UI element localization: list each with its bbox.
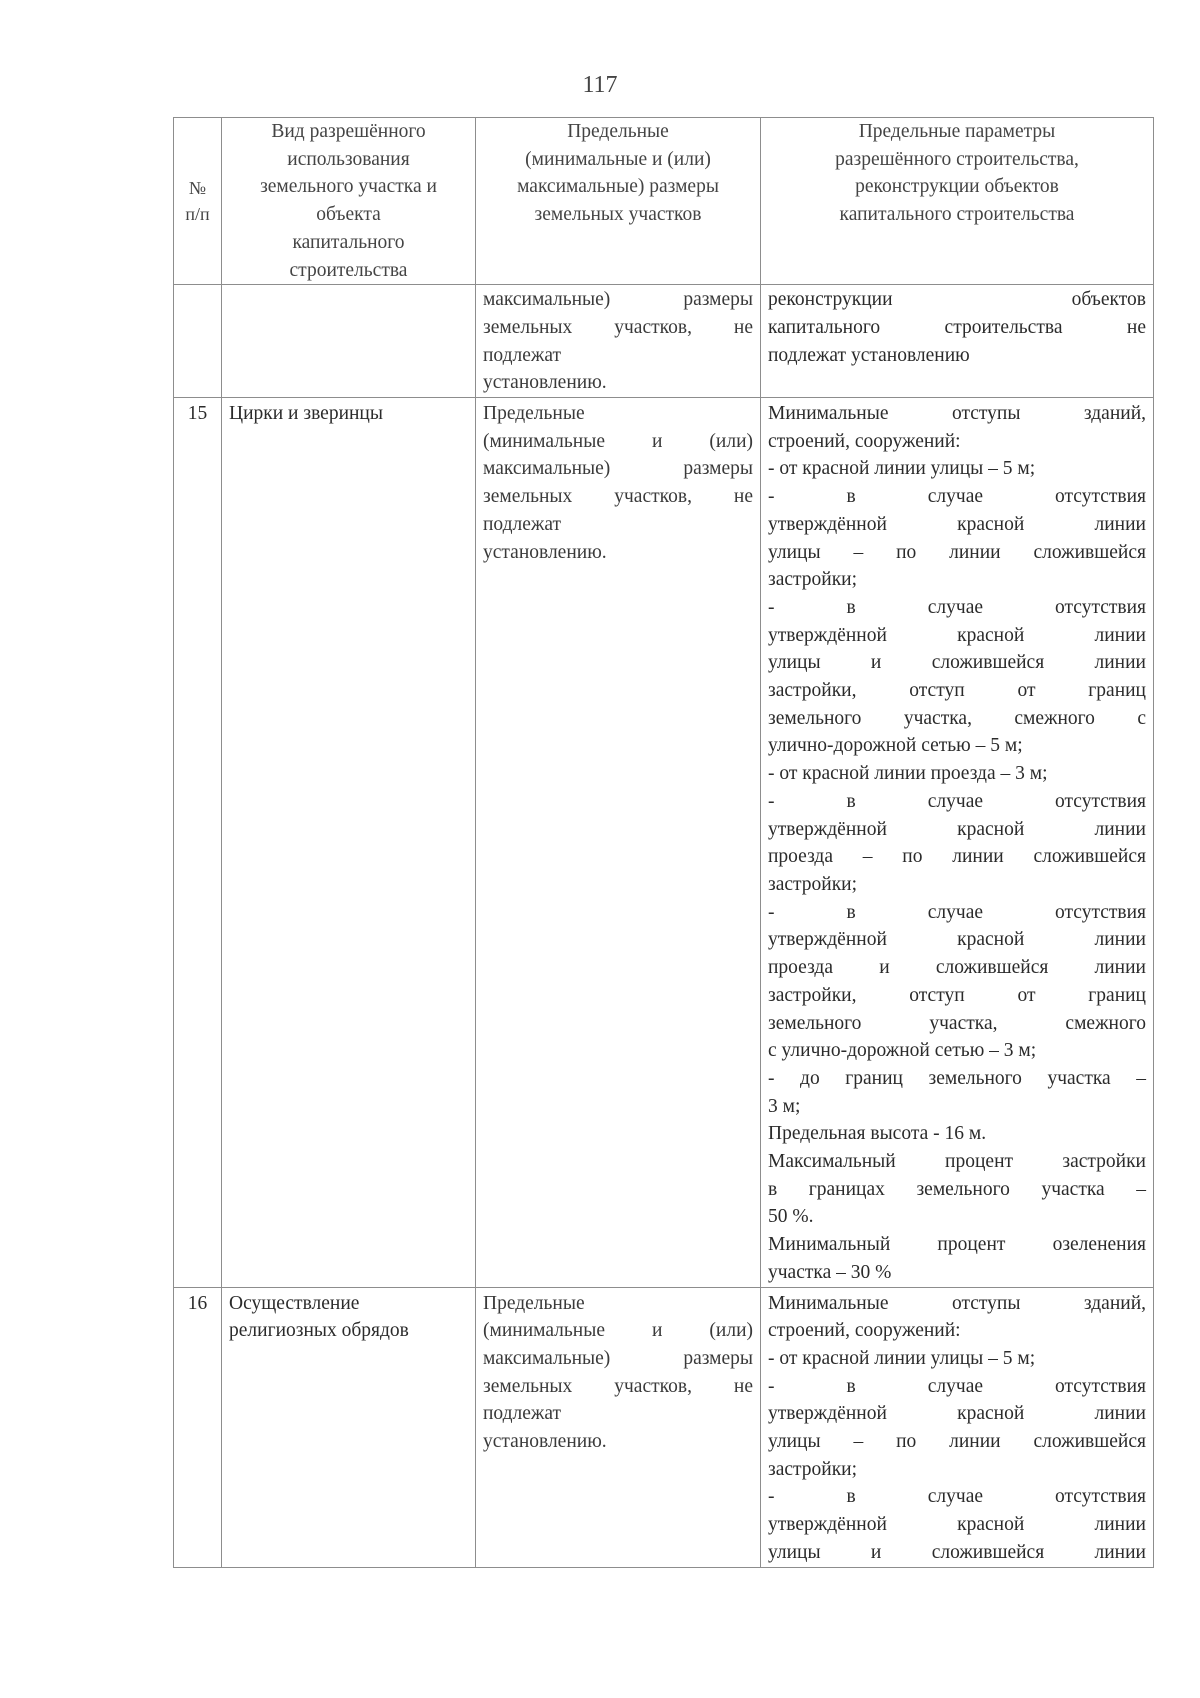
- header-construction-parameters: Предельные параметры разрешённого строительства, реконструкции объектов капитального строительства: [761, 118, 1154, 285]
- regulations-table: [173, 117, 1154, 1568]
- cell-construction-parameters: Минимальные отступы зданий, строений, сооружений: - от красной линии улицы – 5 м; - в случае отсутствия утверждённой красной линии улицы – по линии сложившейся застройки; - в случае отсутствия утверждённой красной линии улицы и сложившейся линии застройки, отступ от границ земельного участка, смежного с улично-дорожной сетью – 5 м; - от красной линии проезда – 3 м; - в случае отсутствия утверждённой красной линии проезда – по линии сложившейся застройки; - в случае отсутствия утверждённой красной линии проезда и сложившейся линии застройки, отступ от границ земельного участка, смежного с улично-дорожной сетью – 3 м; - до границ земельного участка – 3 м; Предельная высота - 16 м. Максимальный процент застройки в границах земельного участка – 50 %. Минимальный процент озеленения участка – 30 %: [761, 398, 1154, 1288]
- cell-land-use-type: Цирки и зверинцы: [222, 398, 476, 1288]
- cell-number: 15: [174, 398, 222, 1288]
- header-land-use-type: Вид разрешённого использования земельного участка и объекта капитального строительства: [222, 118, 476, 285]
- header-plot-sizes: Предельные (минимальные и (или) максимальные) размеры земельных участков: [476, 118, 761, 285]
- table-row-continuation: [174, 285, 1154, 398]
- header-number: № п/п: [174, 118, 222, 285]
- table-header-row: [174, 118, 1154, 285]
- cell-empty: [174, 285, 222, 398]
- cell-construction-parameters: реконструкции объектов капитального строительства не подлежат установлению: [761, 285, 1154, 398]
- cell-plot-sizes: Предельные (минимальные и (или) максимальные) размеры земельных участков, не подлежат установлению.: [476, 398, 761, 1288]
- cell-plot-sizes: максимальные) размеры земельных участков, не подлежат установлению.: [476, 285, 761, 398]
- cell-plot-sizes: Предельные (минимальные и (или) максимальные) размеры земельных участков, не подлежат установлению.: [476, 1287, 761, 1567]
- table-row: [174, 398, 1154, 1288]
- cell-empty: [222, 285, 476, 398]
- cell-land-use-type: Осуществление религиозных обрядов: [222, 1287, 476, 1567]
- table-row: [174, 1287, 1154, 1567]
- page-number: 117: [582, 72, 618, 98]
- cell-construction-parameters: Минимальные отступы зданий, строений, сооружений: - от красной линии улицы – 5 м; - в случае отсутствия утверждённой красной линии улицы – по линии сложившейся застройки; - в случае отсутствия утверждённой красной линии улицы и сложившейся линии: [761, 1287, 1154, 1567]
- cell-number: 16: [174, 1287, 222, 1567]
